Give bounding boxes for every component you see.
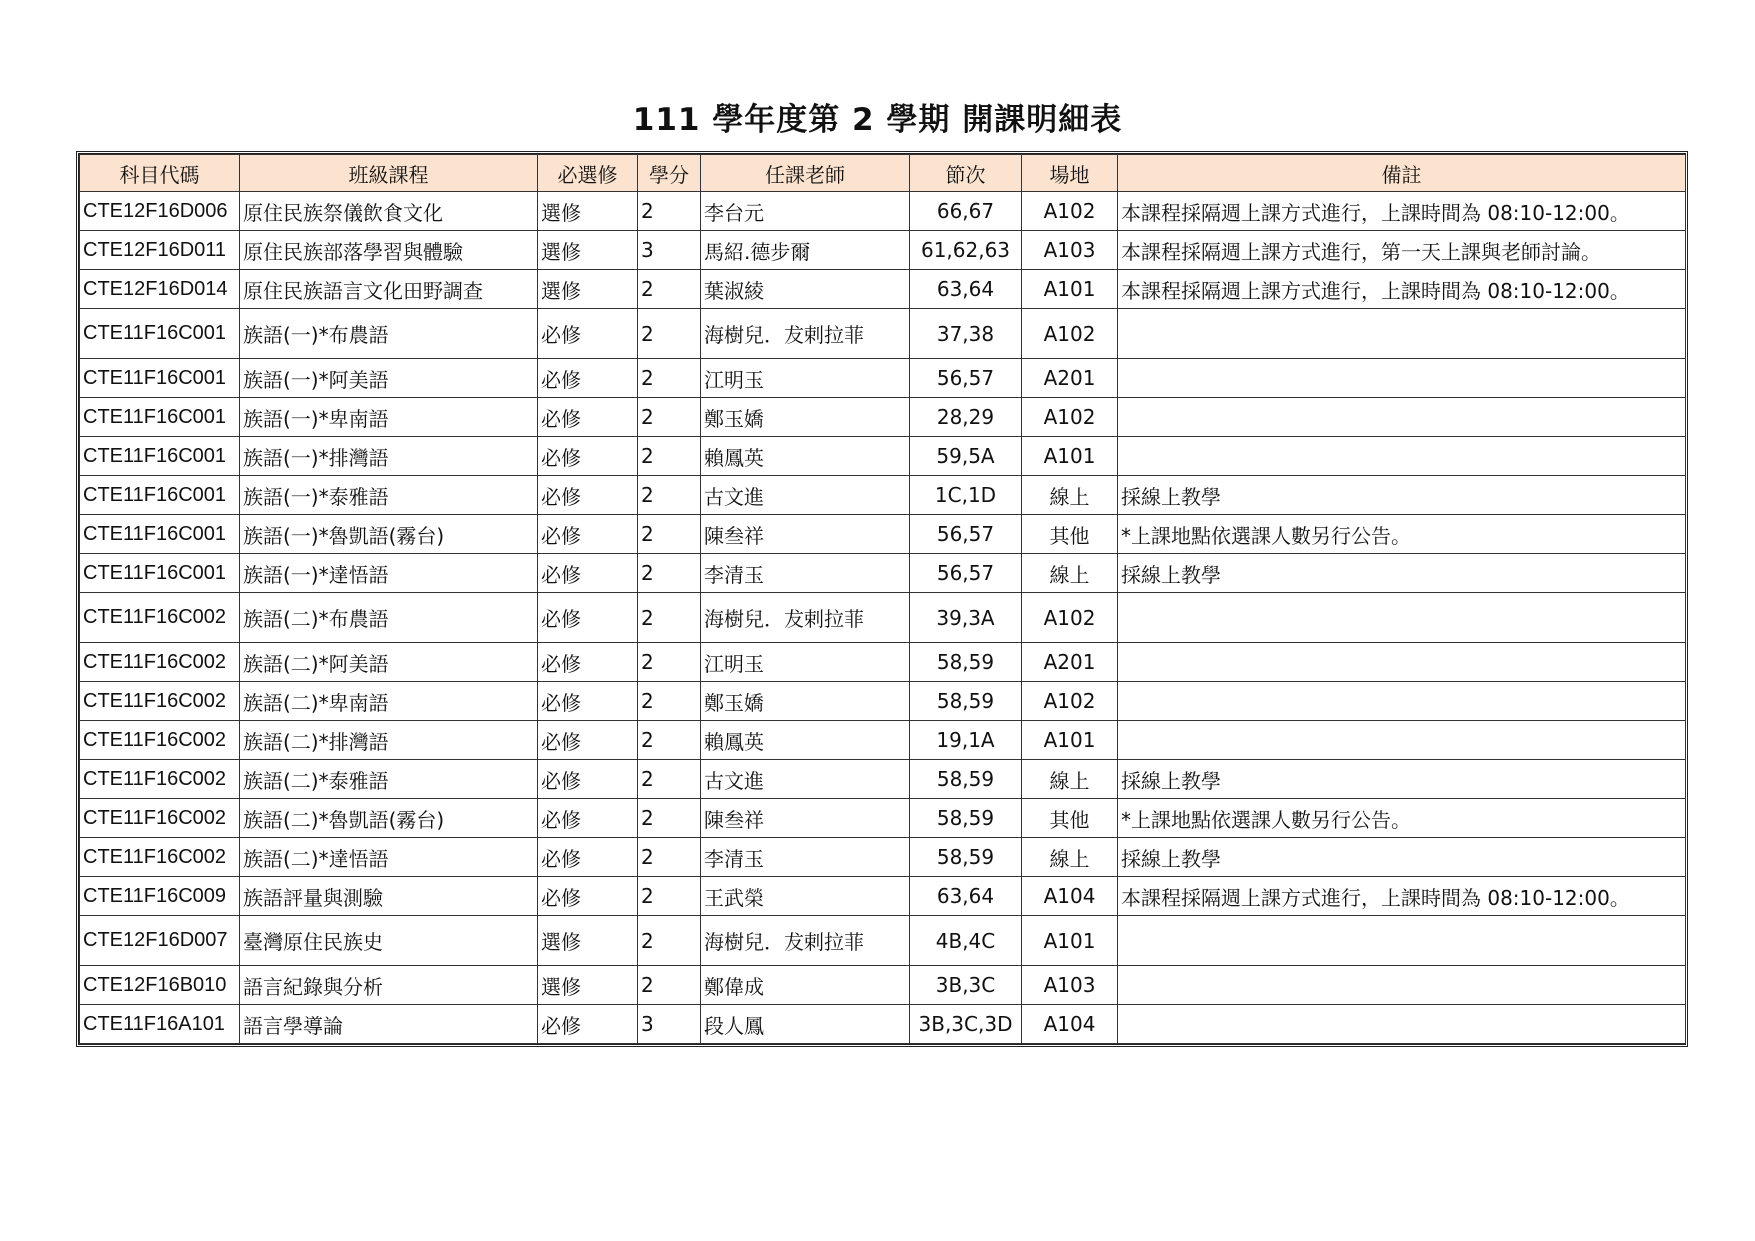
cell-type: 必修: [538, 760, 638, 799]
table-row: [80, 916, 1686, 966]
cell-periods: 3B,3C: [910, 966, 1022, 1005]
cell-credits: 2: [638, 309, 701, 359]
cell-note: 本課程採隔週上課方式進行，上課時間為 08:10-12:00。: [1118, 877, 1686, 916]
cell-periods: 58,59: [910, 799, 1022, 838]
cell-credits: 3: [638, 231, 701, 270]
cell-room: A101: [1022, 916, 1118, 966]
cell-credits: 2: [638, 359, 701, 398]
cell-teacher: 李台元: [701, 192, 910, 231]
cell-note: [1118, 309, 1686, 359]
cell-code: CTE12F16D014: [80, 270, 240, 309]
cell-type: 必修: [538, 593, 638, 643]
cell-course: 族語(二)*阿美語: [240, 643, 538, 682]
cell-course: 族語(一)*達悟語: [240, 554, 538, 593]
cell-type: 選修: [538, 192, 638, 231]
cell-type: 必修: [538, 1005, 638, 1044]
table-header-row: [80, 155, 1686, 192]
cell-room: 線上: [1022, 476, 1118, 515]
cell-periods: 58,59: [910, 682, 1022, 721]
cell-periods: 63,64: [910, 270, 1022, 309]
table-row: [80, 309, 1686, 359]
cell-teacher: 鄭玉嬌: [701, 398, 910, 437]
cell-periods: 37,38: [910, 309, 1022, 359]
cell-type: 必修: [538, 799, 638, 838]
cell-credits: 2: [638, 877, 701, 916]
cell-type: 必修: [538, 515, 638, 554]
column-header-type: 必選修: [538, 155, 638, 192]
cell-credits: 2: [638, 682, 701, 721]
cell-course: 語言學導論: [240, 1005, 538, 1044]
cell-code: CTE11F16C001: [80, 476, 240, 515]
table-row: [80, 799, 1686, 838]
cell-periods: 58,59: [910, 838, 1022, 877]
cell-credits: 3: [638, 1005, 701, 1044]
cell-room: A103: [1022, 966, 1118, 1005]
cell-code: CTE11F16C001: [80, 554, 240, 593]
table-row: [80, 682, 1686, 721]
cell-course: 族語(二)*泰雅語: [240, 760, 538, 799]
cell-type: 必修: [538, 437, 638, 476]
cell-teacher: 陳叁祥: [701, 515, 910, 554]
cell-note: 本課程採隔週上課方式進行，上課時間為 08:10-12:00。: [1118, 270, 1686, 309]
table-row: [80, 643, 1686, 682]
cell-course: 語言紀錄與分析: [240, 966, 538, 1005]
cell-credits: 2: [638, 760, 701, 799]
cell-credits: 2: [638, 437, 701, 476]
cell-note: 本課程採隔週上課方式進行，上課時間為 08:10-12:00。: [1118, 192, 1686, 231]
cell-periods: 3B,3C,3D: [910, 1005, 1022, 1044]
cell-course: 原住民族語言文化田野調查: [240, 270, 538, 309]
cell-credits: 2: [638, 476, 701, 515]
cell-teacher: 賴鳳英: [701, 437, 910, 476]
table-row: [80, 554, 1686, 593]
cell-note: [1118, 916, 1686, 966]
cell-room: 線上: [1022, 554, 1118, 593]
cell-code: CTE11F16C002: [80, 838, 240, 877]
cell-credits: 2: [638, 270, 701, 309]
cell-code: CTE11F16A101: [80, 1005, 240, 1044]
cell-room: 線上: [1022, 760, 1118, 799]
cell-note: 採線上教學: [1118, 838, 1686, 877]
cell-code: CTE11F16C001: [80, 398, 240, 437]
cell-teacher: 鄭玉嬌: [701, 682, 910, 721]
cell-room: 線上: [1022, 838, 1118, 877]
cell-periods: 56,57: [910, 554, 1022, 593]
cell-teacher: 江明玉: [701, 643, 910, 682]
cell-note: 採線上教學: [1118, 760, 1686, 799]
cell-credits: 2: [638, 593, 701, 643]
cell-room: A102: [1022, 192, 1118, 231]
cell-type: 必修: [538, 398, 638, 437]
cell-code: CTE11F16C002: [80, 593, 240, 643]
column-header-teacher: 任課老師: [701, 155, 910, 192]
cell-note: 採線上教學: [1118, 476, 1686, 515]
cell-room: A103: [1022, 231, 1118, 270]
table-row: [80, 1005, 1686, 1044]
cell-periods: 56,57: [910, 515, 1022, 554]
cell-code: CTE12F16D007: [80, 916, 240, 966]
cell-note: *上課地點依選課人數另行公告。: [1118, 515, 1686, 554]
cell-teacher: 段人鳳: [701, 1005, 910, 1044]
cell-room: A102: [1022, 309, 1118, 359]
cell-course: 族語(二)*布農語: [240, 593, 538, 643]
cell-teacher: 李清玉: [701, 554, 910, 593]
cell-course: 族語(一)*布農語: [240, 309, 538, 359]
cell-code: CTE11F16C001: [80, 515, 240, 554]
cell-course: 臺灣原住民族史: [240, 916, 538, 966]
table-row: [80, 593, 1686, 643]
table-row: [80, 721, 1686, 760]
cell-course: 族語(一)*排灣語: [240, 437, 538, 476]
cell-room: A102: [1022, 682, 1118, 721]
cell-course: 原住民族部落學習與體驗: [240, 231, 538, 270]
cell-note: [1118, 721, 1686, 760]
table-row: [80, 966, 1686, 1005]
cell-room: A102: [1022, 398, 1118, 437]
cell-type: 必修: [538, 838, 638, 877]
table-row: [80, 877, 1686, 916]
cell-teacher: 古文進: [701, 760, 910, 799]
cell-teacher: 葉淑綾: [701, 270, 910, 309]
cell-teacher: 陳叁祥: [701, 799, 910, 838]
cell-note: [1118, 1005, 1686, 1044]
cell-type: 必修: [538, 721, 638, 760]
cell-room: A104: [1022, 1005, 1118, 1044]
cell-note: [1118, 437, 1686, 476]
cell-type: 必修: [538, 309, 638, 359]
cell-course: 族語(一)*卑南語: [240, 398, 538, 437]
cell-periods: 58,59: [910, 643, 1022, 682]
cell-credits: 2: [638, 398, 701, 437]
cell-note: [1118, 593, 1686, 643]
cell-code: CTE11F16C001: [80, 437, 240, 476]
cell-note: *上課地點依選課人數另行公告。: [1118, 799, 1686, 838]
cell-type: 必修: [538, 359, 638, 398]
cell-room: A201: [1022, 359, 1118, 398]
cell-credits: 2: [638, 554, 701, 593]
cell-periods: 63,64: [910, 877, 1022, 916]
course-table-frame: [76, 151, 1688, 1047]
cell-course: 族語(二)*排灣語: [240, 721, 538, 760]
cell-periods: 28,29: [910, 398, 1022, 437]
cell-code: CTE11F16C002: [80, 799, 240, 838]
cell-code: CTE12F16B010: [80, 966, 240, 1005]
cell-course: 族語(一)*泰雅語: [240, 476, 538, 515]
cell-periods: 1C,1D: [910, 476, 1022, 515]
cell-course: 原住民族祭儀飲食文化: [240, 192, 538, 231]
cell-teacher: 李清玉: [701, 838, 910, 877]
cell-teacher: 海樹兒．犮剌拉菲: [701, 309, 910, 359]
table-row: [80, 359, 1686, 398]
cell-code: CTE11F16C002: [80, 721, 240, 760]
column-header-course: 班級課程: [240, 155, 538, 192]
table-row: [80, 437, 1686, 476]
cell-code: CTE11F16C001: [80, 309, 240, 359]
table-row: [80, 231, 1686, 270]
column-header-credits: 學分: [638, 155, 701, 192]
cell-room: A101: [1022, 721, 1118, 760]
cell-periods: 39,3A: [910, 593, 1022, 643]
column-header-code: 科目代碼: [80, 155, 240, 192]
cell-teacher: 江明玉: [701, 359, 910, 398]
cell-room: A101: [1022, 270, 1118, 309]
cell-room: A201: [1022, 643, 1118, 682]
column-header-room: 場地: [1022, 155, 1118, 192]
cell-room: A102: [1022, 593, 1118, 643]
cell-note: [1118, 682, 1686, 721]
cell-code: CTE12F16D006: [80, 192, 240, 231]
cell-teacher: 古文進: [701, 476, 910, 515]
cell-type: 必修: [538, 877, 638, 916]
cell-course: 族語(二)*達悟語: [240, 838, 538, 877]
cell-note: [1118, 359, 1686, 398]
cell-credits: 2: [638, 515, 701, 554]
table-row: [80, 838, 1686, 877]
cell-code: CTE12F16D011: [80, 231, 240, 270]
cell-code: CTE11F16C002: [80, 760, 240, 799]
cell-periods: 19,1A: [910, 721, 1022, 760]
cell-course: 族語(一)*阿美語: [240, 359, 538, 398]
column-header-note: 備註: [1118, 155, 1686, 192]
course-table: [79, 154, 1686, 1044]
cell-code: CTE11F16C002: [80, 682, 240, 721]
cell-teacher: 海樹兒．犮剌拉菲: [701, 916, 910, 966]
cell-room: A104: [1022, 877, 1118, 916]
cell-periods: 59,5A: [910, 437, 1022, 476]
cell-type: 必修: [538, 643, 638, 682]
cell-note: 本課程採隔週上課方式進行，第一天上課與老師討論。: [1118, 231, 1686, 270]
table-row: [80, 398, 1686, 437]
cell-credits: 2: [638, 966, 701, 1005]
cell-credits: 2: [638, 721, 701, 760]
cell-periods: 58,59: [910, 760, 1022, 799]
cell-type: 必修: [538, 682, 638, 721]
cell-type: 選修: [538, 916, 638, 966]
cell-teacher: 賴鳳英: [701, 721, 910, 760]
cell-room: 其他: [1022, 515, 1118, 554]
cell-note: [1118, 966, 1686, 1005]
cell-teacher: 王武榮: [701, 877, 910, 916]
cell-note: [1118, 398, 1686, 437]
cell-code: CTE11F16C002: [80, 643, 240, 682]
table-row: [80, 476, 1686, 515]
cell-periods: 61,62,63: [910, 231, 1022, 270]
cell-type: 必修: [538, 554, 638, 593]
cell-course: 族語(二)*卑南語: [240, 682, 538, 721]
cell-course: 族語評量與測驗: [240, 877, 538, 916]
cell-note: 採線上教學: [1118, 554, 1686, 593]
table-row: [80, 515, 1686, 554]
table-row: [80, 270, 1686, 309]
cell-type: 選修: [538, 966, 638, 1005]
cell-course: 族語(二)*魯凱語(霧台): [240, 799, 538, 838]
table-row: [80, 760, 1686, 799]
cell-credits: 2: [638, 799, 701, 838]
cell-teacher: 馬紹.德步爾: [701, 231, 910, 270]
cell-credits: 2: [638, 916, 701, 966]
cell-type: 選修: [538, 270, 638, 309]
cell-periods: 66,67: [910, 192, 1022, 231]
cell-type: 選修: [538, 231, 638, 270]
cell-room: 其他: [1022, 799, 1118, 838]
cell-type: 必修: [538, 476, 638, 515]
cell-credits: 2: [638, 838, 701, 877]
cell-code: CTE11F16C009: [80, 877, 240, 916]
cell-code: CTE11F16C001: [80, 359, 240, 398]
cell-credits: 2: [638, 192, 701, 231]
cell-room: A101: [1022, 437, 1118, 476]
cell-credits: 2: [638, 643, 701, 682]
cell-periods: 56,57: [910, 359, 1022, 398]
cell-periods: 4B,4C: [910, 916, 1022, 966]
cell-teacher: 鄭偉成: [701, 966, 910, 1005]
table-row: [80, 192, 1686, 231]
column-header-periods: 節次: [910, 155, 1022, 192]
cell-teacher: 海樹兒．犮剌拉菲: [701, 593, 910, 643]
cell-course: 族語(一)*魯凱語(霧台): [240, 515, 538, 554]
page-title: 111 學年度第 2 學期 開課明細表: [632, 102, 1123, 138]
cell-note: [1118, 643, 1686, 682]
